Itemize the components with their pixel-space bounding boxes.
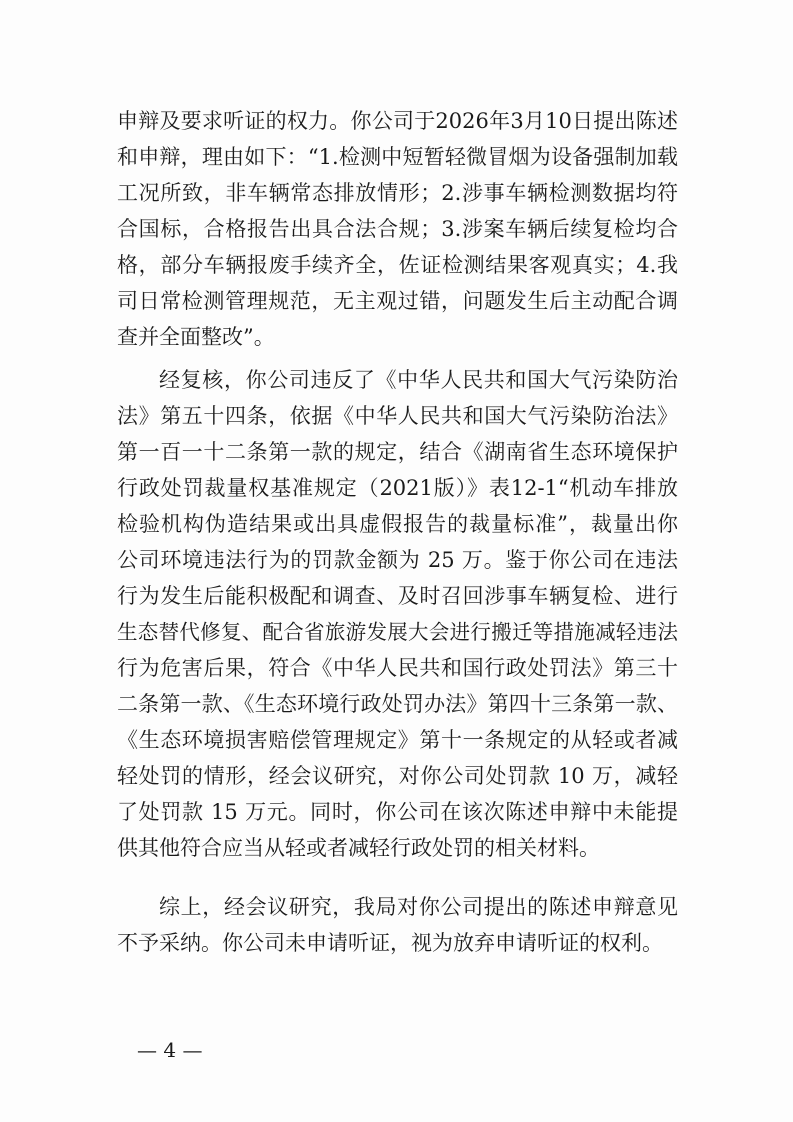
paragraph-1-line-1: 申辩及要求听证的权力。你公司于2026年3月10日提出陈述 xyxy=(117,109,678,133)
paragraph-1-line-5: 格，部分车辆报废手续齐全，佐证检测结果客观真实；4.我 xyxy=(117,253,678,277)
paragraph-2-line-4: 行政处罚裁量权基准规定（2021版）》表12-1“机动车排放 xyxy=(117,476,678,500)
paragraph-2-line-13: 了处罚款 15 万元。同时，你公司在该次陈述申辩中未能提 xyxy=(117,800,678,824)
paragraph-1-line-3: 工况所致，非车辆常态排放情形；2.涉事车辆检测数据均符 xyxy=(117,181,678,205)
paragraph-1-line-2: 和申辩，理由如下：“1.检测中短暂轻微冒烟为设备强制加载 xyxy=(117,145,678,169)
paragraph-1-line-4: 合国标，合格报告出具合法合规；3.涉案车辆后续复检均合 xyxy=(117,217,678,241)
paragraph-2-line-8: 生态替代修复、配合省旅游发展大会进行搬迁等措施减轻违法 xyxy=(117,620,678,644)
paragraph-2-line-9: 行为危害后果，符合《中华人民共和国行政处罚法》第三十 xyxy=(117,656,678,680)
paragraph-2-line-5: 检验机构伪造结果或出具虚假报告的裁量标准”，裁量出你 xyxy=(117,512,678,536)
paragraph-3-line-2: 不予采纳。你公司未申请听证，视为放弃申请听证的权利。 xyxy=(117,931,663,955)
paragraph-2-line-1: 经复核，你公司违反了《中华人民共和国大气污染防治 xyxy=(159,368,678,392)
paragraph-2-line-2: 法》第五十四条，依据《中华人民共和国大气污染防治法》 xyxy=(117,404,678,428)
paragraph-2-line-10: 二条第一款、《生态环境行政处罚办法》第四十三条第一款、 xyxy=(117,692,678,716)
paragraph-2-line-3: 第一百一十二条第一款的规定，结合《湖南省生态环境保护 xyxy=(117,440,678,464)
paragraph-2-line-6: 公司环境违法行为的罚款金额为 25 万。鉴于你公司在违法 xyxy=(117,548,678,572)
paragraph-2-line-11: 《生态环境损害赔偿管理规定》第十一条规定的从轻或者减 xyxy=(117,728,678,752)
paragraph-1-line-6: 司日常检测管理规范，无主观过错，问题发生后主动配合调 xyxy=(117,289,678,313)
page-number: — 4 — xyxy=(137,1038,203,1062)
paragraph-1-line-7: 查并全面整改”。 xyxy=(117,325,275,349)
paragraph-2-line-7: 行为发生后能积极配和调查、及时召回涉事车辆复检、进行 xyxy=(117,584,678,608)
paragraph-2-line-12: 轻处罚的情形，经会议研究，对你公司处罚款 10 万，减轻 xyxy=(117,764,678,788)
paragraph-2-line-14: 供其他符合应当从轻或者减轻行政处罚的相关材料。 xyxy=(117,836,600,860)
paragraph-3-line-1: 综上，经会议研究，我局对你公司提出的陈述申辩意见 xyxy=(159,895,678,919)
